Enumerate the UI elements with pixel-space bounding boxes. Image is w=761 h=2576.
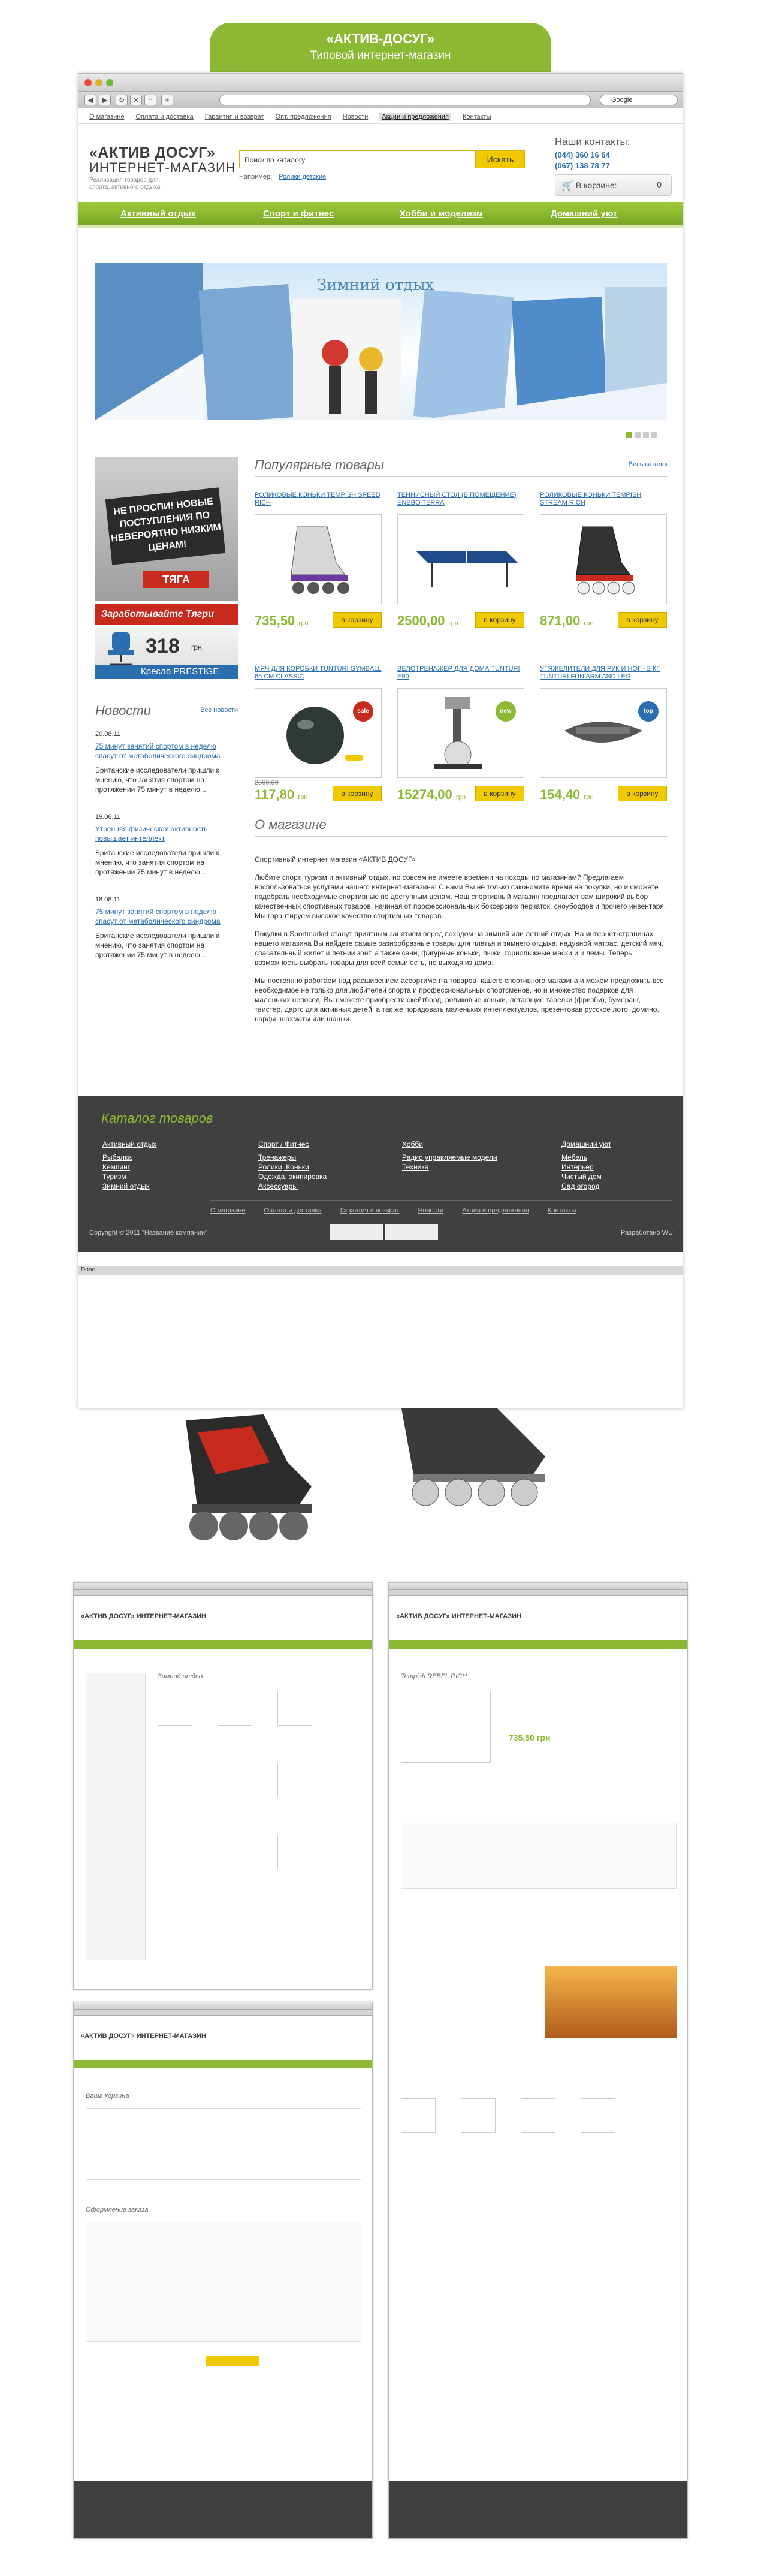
cart-page-thumbnail[interactable] [73, 2002, 373, 2539]
footer-link[interactable]: Кемпинг [102, 1163, 131, 1171]
thumb-nav [74, 2060, 372, 2068]
hero-slider[interactable] [95, 263, 667, 420]
nav-item[interactable]: Активный отдых [120, 209, 196, 219]
maximize-icon[interactable] [106, 79, 113, 86]
footer-link[interactable]: Туризм [102, 1172, 126, 1181]
cart-count: 0 [657, 180, 662, 189]
footer-link[interactable]: Радио управляемые модели [402, 1153, 497, 1162]
product-image[interactable] [540, 514, 667, 604]
about-paragraph: Спортивный интернет магазин «АКТИВ ДОСУГ» [255, 855, 416, 864]
thumb-product-title: Tempish REBEL RICH [401, 1673, 467, 1680]
topnav-item[interactable]: Гарантия и возврат [204, 113, 264, 120]
product-card [540, 491, 667, 653]
header-banner [210, 23, 551, 72]
add-to-cart-button[interactable]: в корзину [475, 612, 524, 628]
news-link[interactable]: 75 минут занятий спортом в неделю спасут от метаболического синдрома [95, 907, 221, 925]
home-icon[interactable]: ⌂ [144, 95, 156, 105]
top-nav [78, 108, 683, 124]
about-section [255, 817, 668, 1032]
slider-dot[interactable] [643, 432, 649, 438]
banner-title: «АКТИВ-ДОСУГ» [326, 31, 435, 46]
thumb-product-price: 735,50 грн [509, 1733, 551, 1742]
topnav-item[interactable]: Опт, предложения [275, 113, 331, 120]
window-titlebar [78, 74, 683, 92]
about-text [255, 855, 668, 1024]
footer-link[interactable]: Аксессуары [258, 1182, 298, 1190]
browser-statusbar: Done [78, 1266, 683, 1275]
browser-search[interactable]: Google [600, 95, 678, 105]
logo-subtitle[interactable]: ИНТЕРНЕТ-МАГАЗИН [89, 160, 236, 175]
cart-widget[interactable] [555, 174, 672, 196]
hint-link[interactable]: Ролики детские [279, 173, 327, 180]
footer-nav-item[interactable]: Новости [418, 1207, 444, 1214]
promo-earn-banner[interactable]: Заработывайте Тягри [95, 604, 238, 625]
browser-window [78, 73, 683, 1408]
category-page-thumbnail[interactable] [73, 1582, 373, 1990]
thumb-logo: «АКТИВ ДОСУГ» ИНТЕРНЕТ-МАГАЗИН [81, 2032, 206, 2040]
footer-link[interactable]: Тренажеры [258, 1153, 297, 1162]
nav-item[interactable]: Домашний уют [551, 209, 618, 219]
product-card [255, 491, 382, 653]
nav-item[interactable]: Хобби и моделизм [400, 209, 483, 219]
footer-nav-item[interactable]: Оплата и доставка [264, 1207, 322, 1214]
footer-nav-item[interactable]: Акции и предложения [462, 1207, 529, 1214]
search-hint [239, 173, 326, 180]
search-button[interactable]: Искать [476, 150, 525, 168]
product-name[interactable]: УТЯЖЕЛИТЕЛИ ДЛЯ РУК И НОГ - 2 КГ TUNTURI FUN ARM AND LEG [540, 665, 660, 680]
slider-dot[interactable] [651, 432, 657, 438]
hint-label: Например: [239, 173, 273, 180]
footer-link[interactable]: Техника [402, 1163, 429, 1171]
thumb-logo: «АКТИВ ДОСУГ» ИНТЕРНЕТ-МАГАЗИН [396, 1613, 521, 1620]
site-footer [78, 1096, 683, 1252]
reload-icon[interactable]: ↻ [116, 95, 128, 105]
about-paragraph: Мы постоянно работаем над расширением ассортимента товаров нашего спортивного магазина и можем предложить все необходимое не только для любителей спорта и профессиональных спортсменов, но и множество подарков для маленьких непосед. Вы сможете приобрести скейтборд, роликовые коньки, летающие тарелки (фризби), бумеранг, твистер, дартс для активных детей, а так же порадовать маленьких интеллектуалов, презентовав русское лото, домино, нарды, шахматы или шашки. [255, 976, 664, 1023]
forward-icon[interactable]: ▶ [99, 95, 111, 105]
thumb-order-title: Оформление заказа [86, 2206, 149, 2213]
product-old-price: 2500,00 [255, 779, 279, 786]
chair-icon [100, 631, 142, 667]
add-to-cart-button[interactable]: в корзину [333, 786, 382, 801]
back-icon[interactable]: ◀ [84, 95, 96, 105]
news-date: 20.08.11 [95, 731, 121, 738]
footer-column [402, 1139, 497, 1172]
popular-heading [255, 457, 668, 477]
product-card [397, 665, 524, 827]
thumb-cart-title: Ваша корзина [86, 2092, 129, 2100]
product-name[interactable]: ТЕННИСНЫЙ СТОЛ (В ПОМЕЩЕНИЕ) ENEBO TERRA [397, 491, 517, 506]
all-catalog-link[interactable]: Весь каталог [628, 461, 668, 468]
new-badge: new [496, 701, 516, 722]
thumb-nav [74, 1640, 372, 1649]
footer-column-title[interactable]: Активный отдых [102, 1140, 157, 1148]
news-link[interactable]: 75 минут занятий спортом в неделю спасут от метаболического синдрома [95, 742, 221, 760]
product-price: 871,00 грн [540, 613, 594, 628]
contacts-title: Наши контакты: [555, 136, 630, 147]
skates-illustration [162, 1408, 581, 1546]
cart-label: В корзине: [576, 180, 617, 190]
nav-item[interactable]: Спорт и фитнес [263, 209, 334, 219]
product-card [540, 665, 667, 827]
about-heading [255, 817, 668, 837]
sidebar [95, 457, 238, 978]
product-price: 154,40 грн [540, 787, 594, 802]
footer-nav-item[interactable]: Гарантия и возврат [340, 1207, 400, 1214]
product-name[interactable]: РОЛИКОВЫЕ КОНЬКИ TEMPISH STREAM RICH [540, 491, 642, 506]
phone-1: (044) 360 16 64 [555, 150, 610, 159]
thumb-submit-button[interactable] [206, 2356, 259, 2366]
top-badge: top [638, 701, 659, 722]
footer-catalog-title: Каталог товаров [101, 1111, 213, 1126]
cart-icon: 🛒 [561, 181, 573, 191]
logo-title[interactable]: «АКТИВ ДОСУГ» [89, 144, 216, 161]
promo-brand: ТЯГА [143, 571, 209, 588]
product-price: 117,80 грн [255, 787, 308, 802]
footer-column-title[interactable]: Спорт / Фитнес [258, 1140, 309, 1148]
stop-icon[interactable]: ✕ [130, 95, 142, 105]
close-icon[interactable] [84, 79, 92, 86]
product-price: 2500,00 грн [397, 613, 458, 628]
footer-nav [210, 1200, 672, 1214]
developer-link[interactable]: Разработано WU [620, 1229, 673, 1236]
search-input[interactable]: Поиск по каталогу [239, 150, 476, 168]
add-to-cart-button[interactable]: в корзину [475, 786, 524, 801]
add-to-cart-button[interactable]: в корзину [618, 612, 667, 628]
nav-shadow [78, 225, 683, 228]
add-to-cart-button[interactable]: в корзину [333, 612, 382, 628]
promo-price-unit: грн. [191, 643, 204, 651]
sale-badge: sale [353, 701, 373, 722]
thumb-order-form [86, 2222, 361, 2342]
logo-tagline: Реализация товаров для спорта, активного отдыха [89, 177, 161, 191]
popular-title: Популярные товары [255, 457, 385, 472]
copyright: Copyright © 2011 "Название компании" [89, 1229, 208, 1236]
news-list [95, 729, 238, 960]
news-link[interactable]: Утренняя физическая активность повышает интеллект [95, 825, 208, 843]
footer-link[interactable]: Чистый дом [561, 1172, 602, 1181]
footer-link[interactable]: Зимний отдых [102, 1182, 150, 1190]
topnav-item[interactable]: О магазине [89, 113, 125, 120]
product-card [255, 665, 382, 827]
topnav-item-active[interactable]: Акции и предложения [379, 113, 451, 121]
popular-products [255, 457, 668, 827]
thumb-footer [389, 2481, 687, 2538]
add-to-cart-button[interactable]: в корзину [618, 786, 667, 801]
product-card [397, 491, 524, 653]
phone-2: (067) 138 78 77 [555, 161, 610, 170]
footer-link[interactable]: Одежда, экипировка [258, 1172, 327, 1181]
footer-link[interactable]: Ролики, Коньки [258, 1163, 309, 1171]
product-name[interactable]: МЯЧ ДЛЯ КОРОБКИ TUNTURI GYMBALL 65 СМ CLASSIC [255, 665, 382, 680]
thumb-footer [74, 2481, 372, 2538]
news-date: 19.08.11 [95, 813, 121, 821]
product-name[interactable]: РОЛИКОВЫЕ КОНЬКИ TEMPISH SPEED RICH [255, 491, 380, 506]
product-name[interactable]: ВЕЛОТРЕНАЖЕР ДЛЯ ДОМА TUNTURI E90 [397, 665, 520, 680]
minimize-icon[interactable] [95, 79, 102, 86]
browser-toolbar [78, 92, 683, 108]
promo-chair-banner[interactable] [95, 628, 238, 679]
footer-link[interactable]: Рыбалка [102, 1153, 132, 1162]
product-price: 735,50 грн [255, 613, 309, 628]
topnav-item[interactable]: Оплата и доставка [135, 113, 194, 120]
news-text: Британские исследователи пришли к мнению, что занятия спортом на протяжении 75 минут в неделю... [95, 931, 219, 959]
news-date: 18.08.11 [95, 896, 121, 903]
site-header [78, 124, 683, 195]
topnav-item[interactable]: Новости [342, 113, 369, 120]
thumb-nav [389, 1640, 687, 1649]
promo-price: 318 [146, 635, 180, 657]
footer-column-title[interactable]: Домашний уют [561, 1140, 612, 1148]
product-grid [255, 491, 668, 827]
thumb-logo: «АКТИВ ДОСУГ» ИНТЕРНЕТ-МАГАЗИН [81, 1613, 206, 1620]
main-nav [78, 202, 683, 225]
thumb-video[interactable] [545, 1966, 677, 2038]
footer-column [258, 1139, 327, 1191]
promo-headline: НЕ ПРОСПИ! НОВЫЕ ПОСТУПЛЕНИЯ ПО НЕВЕРОЯТНО НИЗКИМ ЦЕНАМ! [105, 487, 225, 565]
thumb-page-title: Зимний отдых [158, 1673, 204, 1680]
about-title: О магазине [255, 817, 327, 832]
thumb-cart-table [86, 2108, 361, 2180]
news-text: Британские исследователи пришли к мнению, что занятия спортом на протяжении 75 минут в неделю... [95, 849, 219, 876]
footer-link[interactable]: Интерьер [561, 1163, 594, 1171]
topnav-item[interactable]: Контакты [462, 113, 491, 120]
footer-column [561, 1139, 611, 1191]
counter-badges [330, 1224, 438, 1240]
thumb-specs-table [401, 1823, 677, 1889]
slider-caption: Зимний отдых [317, 276, 434, 294]
about-paragraph: Покупки в Sportmarket станут приятным занятием перед походом на зимний или летний отдых. На интернет-страницах нашего магазина Вы найдете самые разнообразные товары для платья и зимнего отдыха: надувной матрас, детский мяч, спасательный жилет и летний зонт, а также сани, фигурные коньки, лыжи, горнолыжные маски и шлемы. Теперь возможность выбрать товары для всей семьи есть, не выходя из дома. [255, 930, 664, 967]
footer-column [102, 1139, 156, 1191]
bookmark-icon[interactable]: + [161, 95, 173, 105]
thumb-filter-panel [86, 1673, 146, 1960]
promo-chair-label: Кресло PRESTIGE [95, 665, 238, 679]
address-bar[interactable] [219, 95, 591, 105]
footer-nav-item[interactable]: О магазине [210, 1207, 246, 1214]
news-title [95, 703, 238, 719]
footer-link[interactable]: Мебель [561, 1153, 587, 1162]
product-image[interactable] [255, 514, 382, 604]
product-image[interactable] [397, 514, 524, 604]
product-page-thumbnail[interactable] [388, 1582, 688, 2539]
footer-column-title[interactable]: Хобби [402, 1140, 423, 1148]
footer-nav-item[interactable]: Контакты [547, 1207, 576, 1214]
news-text: Британские исследователи пришли к мнению, что занятия спортом на протяжении 75 минут в неделю... [95, 766, 219, 794]
all-news-link[interactable]: Все новости [200, 707, 238, 714]
about-paragraph: Любите спорт, туризм и активный отдых, но совсем не имеете времени на походы по магазинам? Предлагаем воспользоваться услугами нашего интернет-магазина! С нами Вы не только сэкономите время на покупки, но и сможете подобрать необходимые спортивные по доступным ценам. Наш спортивный магазин предлагает вам широкий выбор качественных спортивных товаров, начиная от профессиональных боксерских перчаток, сноубордов и прочего инвентаря. Мы гарантируем высокое качество спортивных товаров. [255, 873, 666, 920]
promo-banner[interactable] [95, 457, 238, 601]
product-price: 15274,00 грн [397, 787, 466, 802]
news-heading: Новости [95, 703, 151, 718]
slider-dot[interactable] [635, 432, 641, 438]
banner-subtitle: Типовой интернет-магазин [310, 49, 451, 62]
footer-link[interactable]: Сад огород [561, 1182, 600, 1190]
slider-dot-active[interactable] [626, 432, 632, 438]
